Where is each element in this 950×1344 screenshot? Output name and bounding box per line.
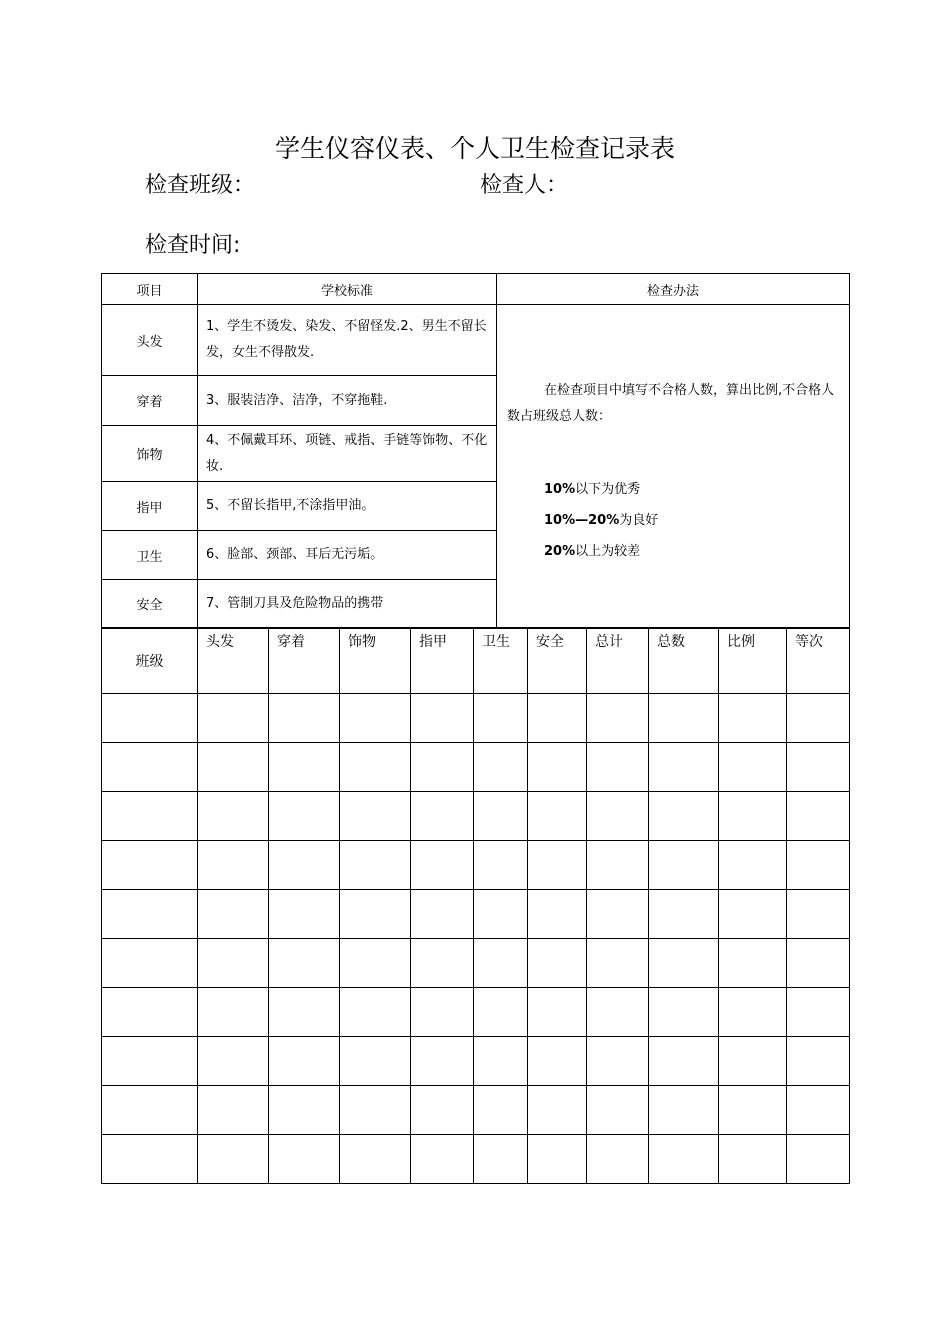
table-row	[102, 1135, 850, 1184]
header-standard: 学校标准	[198, 274, 497, 305]
header-safety: 安全	[528, 629, 587, 694]
item-hair: 头发	[102, 305, 198, 376]
table-cell	[719, 1135, 787, 1184]
table-row	[102, 743, 850, 792]
table-cell	[411, 1037, 474, 1086]
table-cell	[474, 694, 528, 743]
standard-hair: 1、学生不烫发、染发、不留怪发.2、男生不留长发，女生不得散发.	[198, 305, 497, 376]
table-cell	[474, 988, 528, 1037]
time-label: 检查时间:	[145, 233, 241, 258]
table-cell	[269, 1037, 340, 1086]
table-cell	[340, 939, 411, 988]
grade-good-num: 10%—20%	[544, 513, 620, 528]
table-cell	[198, 1135, 269, 1184]
grade-good	[544, 505, 839, 536]
header-total: 总数	[649, 629, 719, 694]
table-cell	[587, 792, 649, 841]
table-cell	[411, 694, 474, 743]
document-title: 学生仪容仪表、个人卫生检查记录表	[274, 134, 675, 163]
class-label: 检查班级：	[145, 173, 256, 198]
table-cell	[340, 1135, 411, 1184]
header-item: 项目	[102, 274, 198, 305]
table-cell	[649, 1135, 719, 1184]
item-safety: 安全	[102, 580, 198, 628]
table-cell	[719, 743, 787, 792]
table-cell	[719, 841, 787, 890]
table-cell	[198, 939, 269, 988]
table-cell	[474, 743, 528, 792]
table-cell	[528, 1135, 587, 1184]
method-intro: 在检查项目中填写不合格人数，算出比例,不合格人数占班级总人数：	[507, 383, 835, 424]
table-cell	[198, 743, 269, 792]
table-cell	[719, 890, 787, 939]
table-cell	[474, 1037, 528, 1086]
table-row	[102, 694, 850, 743]
item-clothing: 穿着	[102, 376, 198, 426]
grade-poor-num: 20%	[544, 544, 576, 559]
grade-excellent	[544, 474, 839, 505]
table-cell	[787, 841, 850, 890]
item-nails: 指甲	[102, 482, 198, 531]
table-cell	[787, 792, 850, 841]
table-cell	[198, 1037, 269, 1086]
table-cell	[411, 890, 474, 939]
standards-table	[101, 273, 850, 628]
table-cell	[411, 743, 474, 792]
inspector-label: 检查人：	[480, 173, 569, 198]
table-cell	[269, 988, 340, 1037]
table-cell	[528, 939, 587, 988]
table-cell	[102, 890, 198, 939]
table-cell	[474, 1135, 528, 1184]
table-cell	[719, 939, 787, 988]
table-cell	[340, 694, 411, 743]
table-cell	[411, 988, 474, 1037]
table-cell	[474, 890, 528, 939]
table-cell	[528, 890, 587, 939]
header-method: 检查办法	[497, 274, 850, 305]
table-cell	[102, 841, 198, 890]
header-clothing: 穿着	[269, 629, 340, 694]
header-grade: 等次	[787, 629, 850, 694]
table-cell	[102, 939, 198, 988]
table-cell	[198, 890, 269, 939]
table-cell	[411, 841, 474, 890]
table-cell	[411, 1086, 474, 1135]
table-cell	[198, 694, 269, 743]
table-cell	[787, 939, 850, 988]
table-cell	[587, 1135, 649, 1184]
table-cell	[787, 743, 850, 792]
grade-poor	[544, 536, 839, 567]
table-cell	[269, 1086, 340, 1135]
table-row	[102, 792, 850, 841]
table-cell	[649, 792, 719, 841]
table-cell	[787, 1086, 850, 1135]
table-cell	[528, 1086, 587, 1135]
table-cell	[102, 1037, 198, 1086]
table-cell	[269, 694, 340, 743]
table-cell	[649, 743, 719, 792]
table-cell	[528, 694, 587, 743]
table-cell	[474, 841, 528, 890]
item-accessories: 饰物	[102, 426, 198, 482]
header-hygiene: 卫生	[474, 629, 528, 694]
grade-good-text: 为良好	[619, 513, 659, 528]
table-cell	[528, 841, 587, 890]
table-cell	[649, 1086, 719, 1135]
grade-excellent-num: 10%	[544, 482, 576, 497]
table-cell	[719, 792, 787, 841]
table-cell	[269, 792, 340, 841]
table-cell	[649, 939, 719, 988]
table-cell	[102, 694, 198, 743]
table-cell	[719, 1086, 787, 1135]
table-cell	[528, 988, 587, 1037]
table-cell	[787, 988, 850, 1037]
table-cell	[102, 1135, 198, 1184]
table-cell	[587, 988, 649, 1037]
table-cell	[269, 890, 340, 939]
table-cell	[787, 1037, 850, 1086]
table-row	[102, 1086, 850, 1135]
header-accessories: 饰物	[340, 629, 411, 694]
table-cell	[269, 743, 340, 792]
table-cell	[649, 841, 719, 890]
table-cell	[587, 743, 649, 792]
table-cell	[102, 1086, 198, 1135]
header-class: 班级	[102, 629, 198, 694]
standard-safety: 7、管制刀具及危险物品的携带	[198, 580, 497, 628]
table-cell	[198, 1086, 269, 1135]
table-cell	[269, 1135, 340, 1184]
table-cell	[340, 841, 411, 890]
table-cell	[649, 694, 719, 743]
table-cell	[528, 743, 587, 792]
table-cell	[102, 792, 198, 841]
table-cell	[198, 841, 269, 890]
table-cell	[340, 792, 411, 841]
table-cell	[787, 694, 850, 743]
header-ratio: 比例	[719, 629, 787, 694]
table-cell	[340, 1086, 411, 1135]
table-cell	[340, 988, 411, 1037]
table-cell	[269, 939, 340, 988]
grade-excellent-text: 以下为优秀	[575, 482, 641, 497]
table-cell	[340, 1037, 411, 1086]
table-cell	[198, 792, 269, 841]
table-cell	[587, 939, 649, 988]
grade-poor-text: 以上为较差	[575, 544, 641, 559]
table-cell	[587, 694, 649, 743]
table-cell	[719, 1037, 787, 1086]
table-cell	[411, 792, 474, 841]
table-cell	[528, 792, 587, 841]
table-cell	[340, 890, 411, 939]
table-cell	[102, 743, 198, 792]
table-cell	[411, 939, 474, 988]
table-cell	[474, 792, 528, 841]
header-hair: 头发	[198, 629, 269, 694]
table-row	[102, 988, 850, 1037]
table-cell	[474, 939, 528, 988]
standard-accessories: 4、不佩戴耳环、项链、戒指、手链等饰物、不化妆.	[198, 426, 497, 482]
table-cell	[719, 694, 787, 743]
table-cell	[102, 988, 198, 1037]
table-cell	[649, 988, 719, 1037]
table-cell	[474, 1086, 528, 1135]
standard-nails: 5、不留长指甲,不涂指甲油。	[198, 482, 497, 531]
record-table	[101, 628, 850, 1184]
header-subtotal: 总计	[587, 629, 649, 694]
table-row	[102, 1037, 850, 1086]
table-cell	[649, 890, 719, 939]
header-nails: 指甲	[411, 629, 474, 694]
method-cell	[497, 305, 850, 628]
table-cell	[198, 988, 269, 1037]
standard-clothing: 3、服装洁净、洁净，不穿拖鞋.	[198, 376, 497, 426]
table-cell	[587, 1086, 649, 1135]
standard-hygiene: 6、脸部、颈部、耳后无污垢。	[198, 531, 497, 580]
table-cell	[787, 890, 850, 939]
table-row	[102, 890, 850, 939]
table-row	[102, 841, 850, 890]
table-row	[102, 939, 850, 988]
table-cell	[649, 1037, 719, 1086]
table-cell	[340, 743, 411, 792]
item-hygiene: 卫生	[102, 531, 198, 580]
record-header-row	[102, 629, 850, 694]
table-cell	[528, 1037, 587, 1086]
table-cell	[411, 1135, 474, 1184]
table-cell	[587, 890, 649, 939]
table-cell	[587, 1037, 649, 1086]
table-cell	[719, 988, 787, 1037]
table-cell	[269, 841, 340, 890]
table-cell	[587, 841, 649, 890]
table-cell	[787, 1135, 850, 1184]
